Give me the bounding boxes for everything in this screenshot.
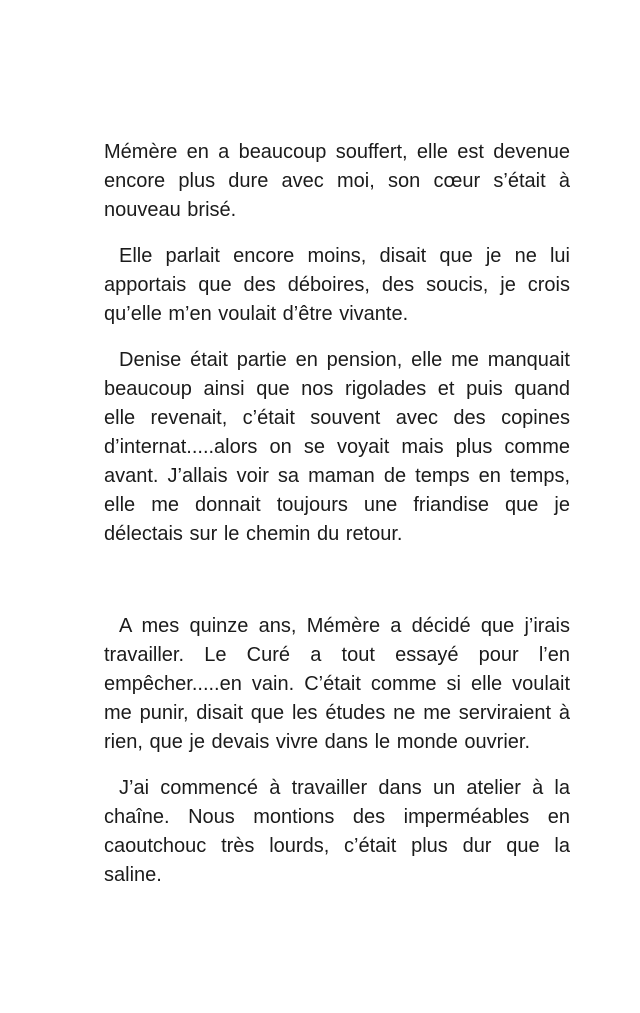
document-page <box>104 138 570 907</box>
paragraph-3: Denise était partie en pension, elle me manquait beaucoup ainsi que nos rigolades et puis quand elle revenait, c’était souvent avec des copines d’internat.....alors on se voyait mais plus comme avant. J’allais voir sa maman de temps en temps, elle me donnait toujours une friandise que je délectais sur le chemin du retour. <box>104 349 570 545</box>
paragraph-2: Elle parlait encore moins, disait que je ne lui apportais que des déboires, des soucis, je crois qu’elle m’en voulait d’être vivante. <box>104 245 570 325</box>
paragraph-5: J’ai commencé à travailler dans un atelier à la chaîne. Nous montions des imperméables en caoutchouc très lourds, c’était plus dur que la saline. <box>104 777 570 886</box>
paragraph-1: Mémère en a beaucoup souffert, elle est devenue encore plus dure avec moi, son cœur s’était à nouveau brisé. <box>104 141 570 221</box>
blank-paragraph <box>104 566 570 595</box>
paragraph-4: A mes quinze ans, Mémère a décidé que j’irais travailler. Le Curé a tout essayé pour l’en empêcher.....en vain. C’était comme si elle voulait me punir, disait que les études ne me serviraient à rien, que je devais vivre dans le monde ouvrier. <box>104 615 570 753</box>
